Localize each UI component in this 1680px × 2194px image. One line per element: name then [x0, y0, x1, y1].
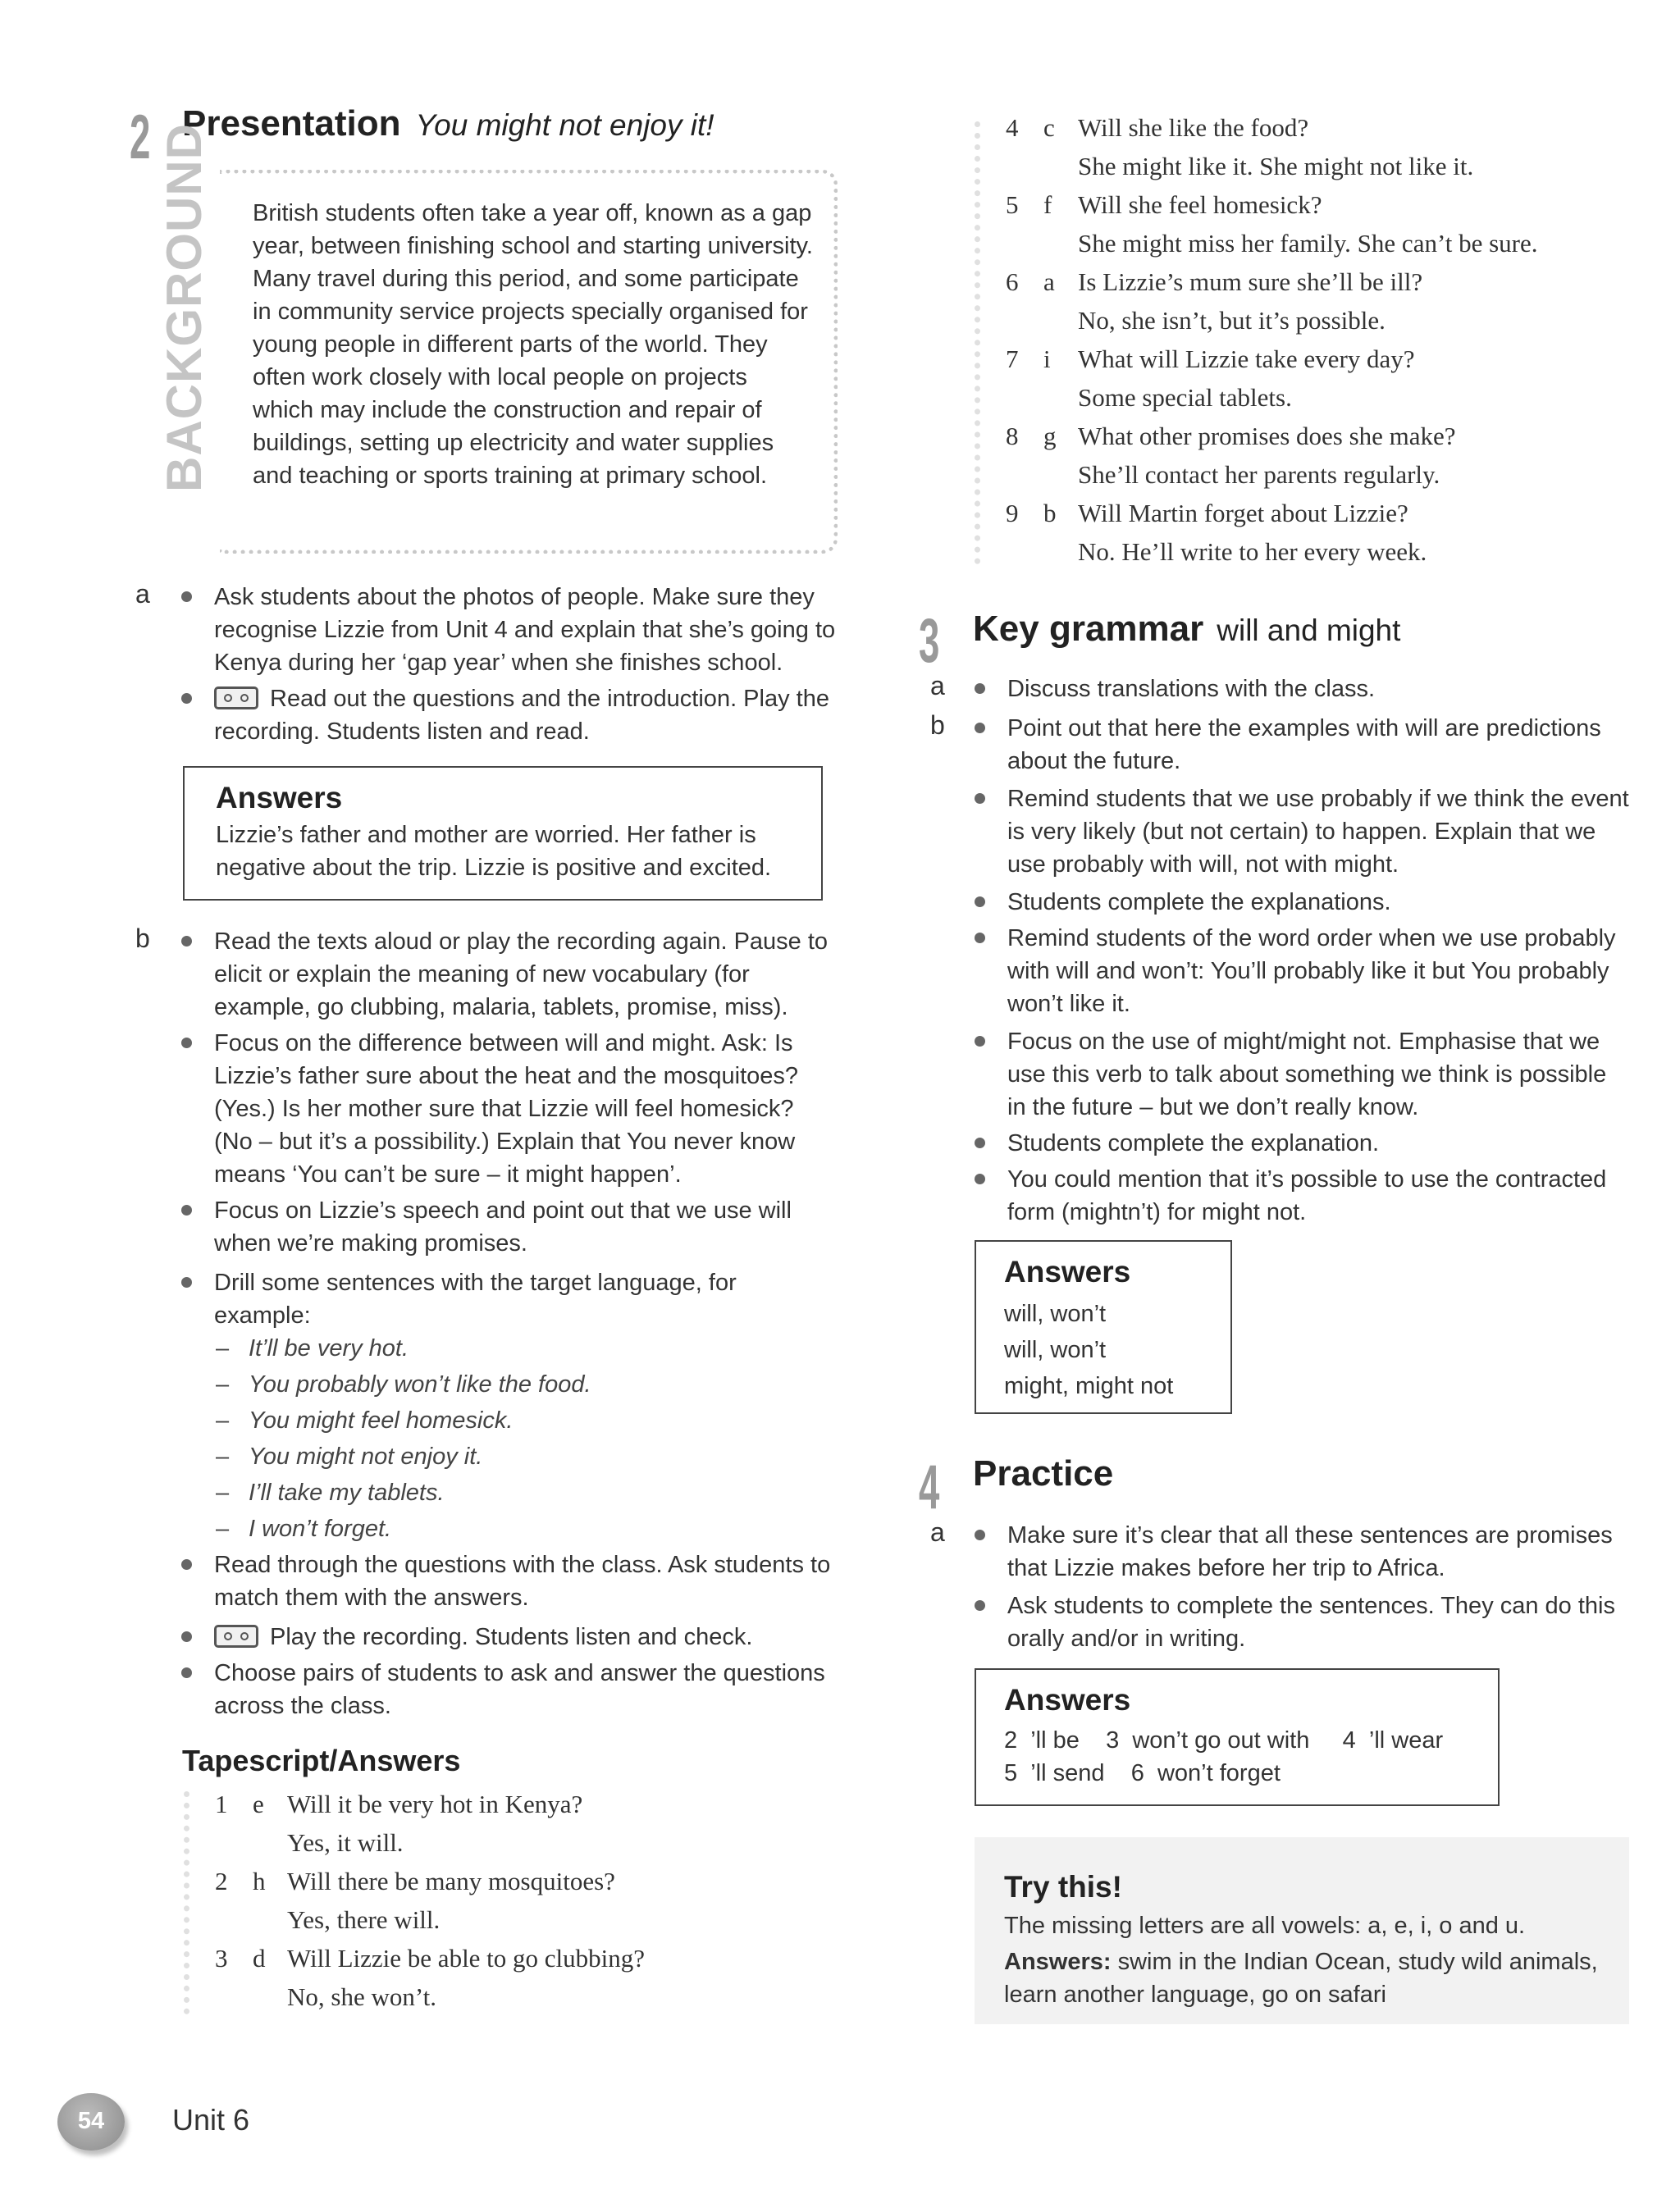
- section-title-text: Key grammar: [973, 609, 1204, 649]
- section-title: [182, 103, 714, 144]
- section-subtitle: You might not enjoy it!: [415, 108, 714, 142]
- answers-heading: Answers: [1004, 1255, 1131, 1289]
- bullet-text: You could mention that it’s possible to use the contracted form (mightn’t) for might not.: [1007, 1166, 1607, 1225]
- unit-label: Unit 6: [172, 2103, 250, 2137]
- bullet-item: [181, 1657, 838, 1722]
- bullet-item: [181, 581, 838, 679]
- example-line: – You might not enjoy it.: [216, 1444, 483, 1470]
- answers-box: [183, 766, 823, 901]
- tapescript-item: 9 b Will Martin forget about Lizzie?: [1006, 499, 1408, 527]
- bullet-dot: [975, 896, 985, 907]
- bullet-item: [975, 886, 1631, 919]
- bullet-item: [181, 1621, 838, 1653]
- bullet-dot: [181, 591, 192, 602]
- tapescript-rule: [184, 1791, 189, 2014]
- bullet-item: [181, 925, 838, 1024]
- bullet-text: Remind students of the word order when we use probably with will and won’t: You’ll probably like it but You probably won’t like it.: [1007, 925, 1616, 1017]
- bullet-item: [181, 1027, 838, 1191]
- bullet-text: Focus on the difference between will and might. Ask: Is Lizzie’s father sure about the heat and the mosquitoes? (Yes.) Is her mother sure that Lizzie will feel homesick? (No – but it’s a possibility.) Explain that You never know means ‘You can’t be sure – it might happen’.: [214, 1030, 799, 1188]
- bullet-dot: [975, 1138, 985, 1148]
- try-this-answers: [1004, 1945, 1619, 2011]
- bullet-item: [975, 922, 1631, 1020]
- bullet-item: [181, 1549, 838, 1614]
- tapescript-item: 4 c Will she like the food?: [1006, 113, 1309, 142]
- example-line: – I’ll take my tablets.: [216, 1480, 445, 1506]
- tapescript-answer: She might miss her family. She can’t be sure.: [1078, 229, 1538, 258]
- bullet-text: Ask students about the photos of people. Make sure they recognise Lizzie from Unit 4 and explain that she’s going to Kenya during her ‘gap year’ when she finishes school.: [214, 584, 836, 676]
- answers-box: [975, 1240, 1232, 1414]
- part-letter: b: [135, 924, 150, 953]
- bullet-dot: [181, 1038, 192, 1048]
- background-label: BACKGROUND: [157, 123, 212, 492]
- tapescript-answer: Yes, it will.: [287, 1828, 404, 1857]
- bullet-dot: [975, 933, 985, 943]
- bullet-dot: [975, 793, 985, 804]
- bullet-item: [181, 1266, 838, 1332]
- tapescript-item: 8 g What other promises does she make?: [1006, 422, 1456, 450]
- bullet-text: Students complete the explanations.: [1007, 889, 1391, 915]
- answers-line: will, won’t: [1004, 1337, 1107, 1363]
- tapescript-item: 1 e Will it be very hot in Kenya?: [215, 1790, 583, 1818]
- section-number: 4: [919, 1453, 940, 1522]
- bullet-dot: [975, 723, 985, 733]
- bullet-text: Remind students that we use probably if we think the event is very likely (but not certain) to happen. Explain that we use probably with will, not with might.: [1007, 786, 1629, 878]
- bullet-dot: [975, 1174, 985, 1184]
- bullet-text: Make sure it’s clear that all these sentences are promises that Lizzie makes before her trip to Africa.: [1007, 1522, 1613, 1581]
- tapescript-answer: Some special tablets.: [1078, 383, 1292, 412]
- bullet-item: [975, 1519, 1631, 1585]
- answers-heading: Answers: [1004, 1683, 1131, 1717]
- tapescript-answer: She’ll contact her parents regularly.: [1078, 460, 1440, 489]
- bullet-item: [975, 1163, 1631, 1229]
- bullet-dot: [975, 683, 985, 694]
- tapescript-item: 6 a Is Lizzie’s mum sure she’ll be ill?: [1006, 267, 1423, 296]
- part-letter: b: [930, 710, 945, 740]
- bullet-item: [975, 673, 1631, 705]
- try-this-panel: [975, 1837, 1629, 2024]
- cassette-icon: [214, 1625, 258, 1648]
- section-title-text: Practice: [973, 1453, 1114, 1494]
- try-this-heading: Try this!: [1004, 1870, 1122, 1904]
- bullet-text: Read out the questions and the introduction. Play the recording. Students listen and read.: [214, 686, 829, 745]
- bullet-dot: [975, 1600, 985, 1611]
- bullet-dot: [181, 1277, 192, 1288]
- part-letter: a: [930, 1517, 945, 1547]
- bullet-text: Students complete the explanation.: [1007, 1130, 1380, 1156]
- bullet-dot: [181, 693, 192, 704]
- bullet-text: Read the texts aloud or play the recording again. Pause to elicit or explain the meaning of new vocabulary (for example, go clubbing, malaria, tablets, promise, miss).: [214, 928, 829, 1020]
- bullet-dot: [181, 936, 192, 946]
- tapescript-item: 3 d Will Lizzie be able to go clubbing?: [215, 1944, 646, 1973]
- section-number: 2: [130, 103, 151, 172]
- section-number: 3: [919, 606, 940, 676]
- tapescript-item: 5 f Will she feel homesick?: [1006, 190, 1322, 219]
- try-this-answers-text: swim in the Indian Ocean, study wild animals, learn another language, go on safari: [1004, 1949, 1598, 2008]
- part-letter: a: [135, 579, 150, 609]
- bullet-text: Read through the questions with the class. Ask students to match them with the answers.: [214, 1552, 831, 1611]
- bullet-text: Ask students to complete the sentences. They can do this orally and/or in writing.: [1007, 1593, 1616, 1652]
- bullet-text: Point out that here the examples with will are predictions about the future.: [1007, 715, 1601, 774]
- section-title: [973, 1453, 1113, 1494]
- bullet-dot: [181, 1205, 192, 1216]
- tapescript-item: 7 i What will Lizzie take every day?: [1006, 344, 1415, 373]
- answers-line: 2 ’ll be 3 won’t go out with 4 ’ll wear: [1004, 1727, 1444, 1754]
- example-line: – You might feel homesick.: [216, 1407, 514, 1434]
- tapescript-answer: No, she isn’t, but it’s possible.: [1078, 306, 1386, 335]
- bullet-text: Play the recording. Students listen and check.: [270, 1624, 753, 1650]
- example-line: – It’ll be very hot.: [216, 1335, 409, 1362]
- bullet-item: [181, 1194, 838, 1260]
- bullet-dot: [181, 1631, 192, 1642]
- answers-text: Lizzie’s father and mother are worried. Her father is negative about the trip. Lizzie is positive and excited.: [216, 822, 772, 881]
- try-this-answers-label: Answers:: [1004, 1949, 1112, 1975]
- page-number-badge: [57, 2093, 125, 2151]
- bullet-dot: [975, 1530, 985, 1540]
- tapescript-item: 2 h Will there be many mosquitoes?: [215, 1867, 615, 1895]
- answers-box: [975, 1668, 1500, 1806]
- part-letter: a: [930, 671, 945, 700]
- tapescript-answer: No. He’ll write to her every week.: [1078, 537, 1427, 566]
- bullet-dot: [181, 1559, 192, 1570]
- bullet-text: Choose pairs of students to ask and answer the questions across the class.: [214, 1660, 825, 1719]
- tapescript-answer: No, she won’t.: [287, 1982, 436, 2011]
- page-number: 54: [77, 2108, 105, 2134]
- bullet-text: Focus on the use of might/might not. Emphasise that we use this verb to talk about something we think is possible in the future – but we don’t really know.: [1007, 1029, 1607, 1120]
- bullet-item: [975, 712, 1631, 778]
- bullet-dot: [181, 1667, 192, 1678]
- bullet-text: Focus on Lizzie’s speech and point out that we use will when we’re making promises.: [214, 1197, 792, 1257]
- background-text: British students often take a year off, known as a gap year, between finishing school and starting university. Many travel during this period, and some participate in community service projects specially organised for young people in different parts of the world. They often work closely with local people on projects which may include the construction and repair of buildings, setting up electricity and water supplies and teaching or sports training at primary school.: [253, 200, 813, 489]
- bullet-item: [975, 1127, 1631, 1160]
- answers-line: might, might not: [1004, 1373, 1174, 1399]
- answers-line: 5 ’ll send 6 won’t forget: [1004, 1760, 1281, 1786]
- tapescript-rule: [975, 121, 980, 564]
- bullet-text: Drill some sentences with the target language, for example:: [214, 1270, 737, 1329]
- bullet-item: [975, 1590, 1631, 1655]
- example-line: – You probably won’t like the food.: [216, 1371, 591, 1398]
- section-title: [973, 609, 1400, 650]
- bullet-dot: [975, 1036, 985, 1047]
- section-title-text: Presentation: [182, 103, 401, 144]
- try-this-text: The missing letters are all vowels: a, e, i, o and u.: [1004, 1913, 1526, 1939]
- bullet-item: [975, 782, 1631, 881]
- section-subtitle: will and might: [1217, 613, 1401, 647]
- tapescript-answer: She might like it. She might not like it.: [1078, 152, 1474, 180]
- bullet-text: Discuss translations with the class.: [1007, 676, 1376, 702]
- example-line: – I won’t forget.: [216, 1516, 392, 1542]
- bullet-item: [181, 682, 838, 748]
- cassette-icon: [214, 686, 258, 709]
- tapescript-answer: Yes, there will.: [287, 1905, 441, 1934]
- tapescript-heading: Tapescript/Answers: [182, 1744, 461, 1777]
- answers-line: will, won’t: [1004, 1301, 1107, 1327]
- answers-heading: Answers: [216, 781, 343, 814]
- bullet-item: [975, 1025, 1631, 1124]
